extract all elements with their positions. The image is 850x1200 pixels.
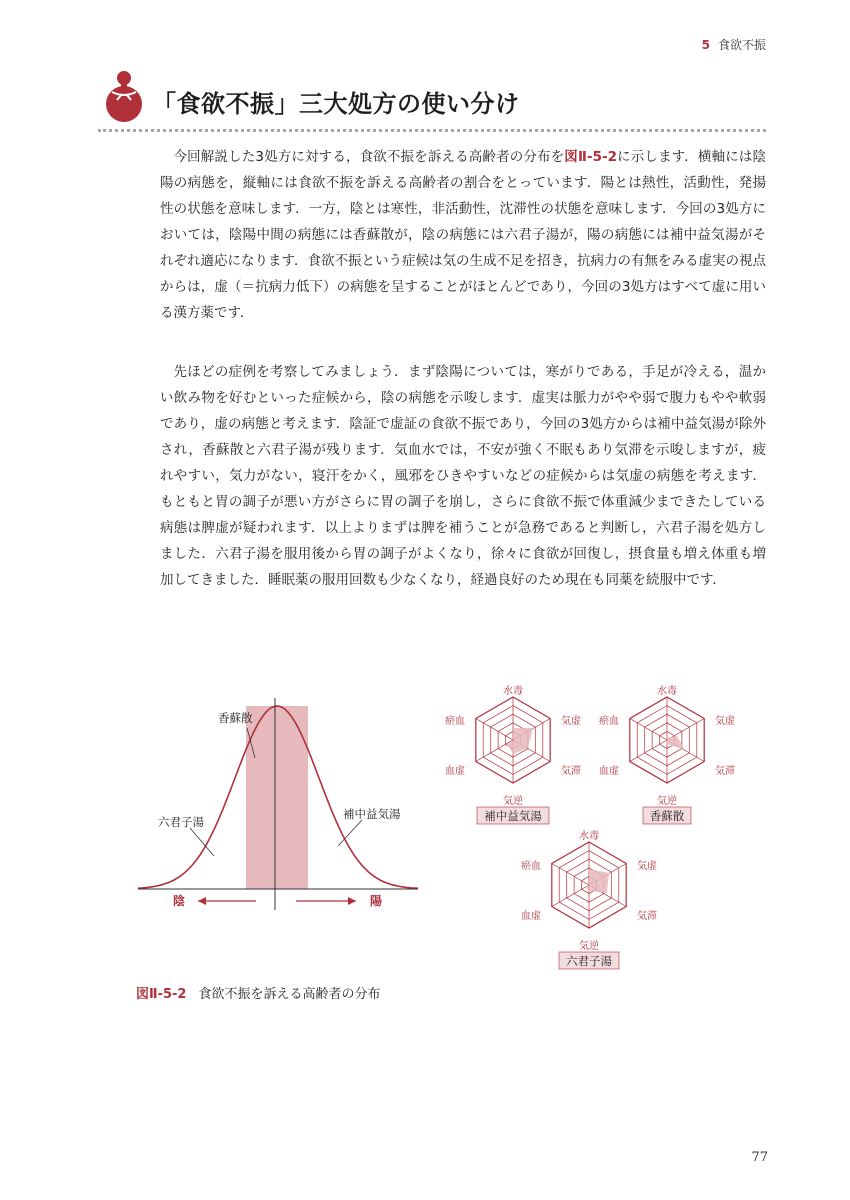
radar-axis-label: 気逆 [657,796,677,807]
radar-axis-label: 瘀血 [599,716,619,727]
radar-axis-label: 気滞 [637,911,657,922]
radar-name-rikkunshito: 六君子湯 [566,954,612,968]
axis-label-yang: 陽 [370,894,383,908]
radar-spoke [630,740,667,762]
radar-axis-label: 気逆 [579,941,599,952]
radar-rikkunshito [521,829,657,969]
page-title: 「食欲不振」三大処方の使い分け [152,90,520,118]
radar-axis-label: 気滞 [715,766,735,777]
label-rikkunshito: 六君子湯 [158,815,204,829]
radar-axis-label: 水毒 [579,831,599,842]
radar-axis-label: 瘀血 [521,861,541,872]
paragraph-2: 先ほどの症例を考察してみましょう．まず陰陽については，寒がりである，手足が冷える，温かい飲み物を好むといった症候から，陰の病態を示唆します．虚実は脈力がやや弱で腹力もやや軟弱であり，虚の病態と考えます．陰証で虚証の食欲不振であり，今回の3処方からは補中益気湯が除外され，香蘇散と六君子湯が残ります．気血水では，不安が強く不眠もあり気滞を示唆しますが，疲れやすい，気力がない，寝汗をかく，風邪をひきやすいなどの症候からは気虚の病態を考えます．もともと胃の調子が悪い方がさらに胃の調子を崩し，さらに食欲不振で体重減少まできたしている病態は脾虚が疑われます．以上よりまずは脾を補うことが急務であると判断し，六君子湯を処方しました．六君子湯を服用後から胃の調子がよくなり，徐々に食欲が回復し，摂食量も増え体重も増加してきました．睡眠薬の服用回数も少なくなり，経過良好のため現在も同薬を続服中です． [160,364,766,588]
label-hochuekkito: 補中益気湯 [343,807,401,821]
radar-fill-rikkunshito [585,869,609,893]
radar-axis-label: 血虚 [599,766,619,777]
radar-spoke [630,719,667,741]
bell-curve-chart [138,698,418,910]
paragraph-1-text-a: 今回解説した3処方に対する，食欲不振を訴える高齢者の分布を [173,149,565,165]
radar-spoke [552,885,589,907]
radar-axis-label: 気逆 [503,796,523,807]
radar-axis-label: 気虚 [715,716,735,727]
figure-reference: 図Ⅱ-5-2 [564,149,617,165]
page-number: 77 [751,1150,768,1165]
radar-axis-label: 瘀血 [445,716,465,727]
label-kososan: 香蘇散 [218,711,253,725]
radar-hochuekkito [445,684,581,824]
section-title: 食欲不振 [717,38,766,52]
radar-axis-label: 水毒 [503,686,523,697]
center-band [246,706,308,889]
arrow-yang-head [348,897,356,905]
section-number: 5 [701,38,710,52]
figure-caption [136,983,380,1002]
figure-caption-text: 食欲不振を訴える高齢者の分布 [198,987,381,1002]
paragraph-1-text-b: に示します．横軸には陰陽の病態を，縦軸には食欲不振を訴える高齢者の割合をとっています．陽とは熱性，活動性，発揚性の状態を意味します．一方，陰とは寒性，非活動性，沈滞性の状態を意味します．今回の3処方においては，陰陽中間の病態には香蘇散が，陰の病態には六君子湯が，陽の病態には補中益気湯がそれぞれ適応になります．食欲不振という症候は気の生成不足を招き，抗病力の有無をみる虚実の視点からは，虚（＝抗病力低下）の病態を呈することがほとんどであり，今回の3処方はすべて虚に用いる漢方薬です． [160,149,767,321]
radar-name-hochuekkito: 補中益気湯 [484,809,542,823]
radar-name-kososan: 香蘇散 [649,809,685,823]
radar-axis-label: 血虚 [445,766,465,777]
radar-axis-label: 水毒 [657,686,677,697]
radar-spoke [476,740,513,762]
radar-spoke [552,864,589,886]
radar-axis-label: 血虚 [521,911,541,922]
radar-axis-label: 気虚 [561,716,581,727]
radar-axis-label: 気虚 [637,861,657,872]
arrow-yin-head [198,897,206,905]
figure-caption-label: 図Ⅱ-5-2 [136,987,187,1002]
radar-spoke [476,719,513,741]
axis-label-yin: 陰 [173,894,186,908]
radar-kososan [599,684,735,824]
radar-spoke [667,719,704,741]
radar-axis-label: 気滞 [561,766,581,777]
